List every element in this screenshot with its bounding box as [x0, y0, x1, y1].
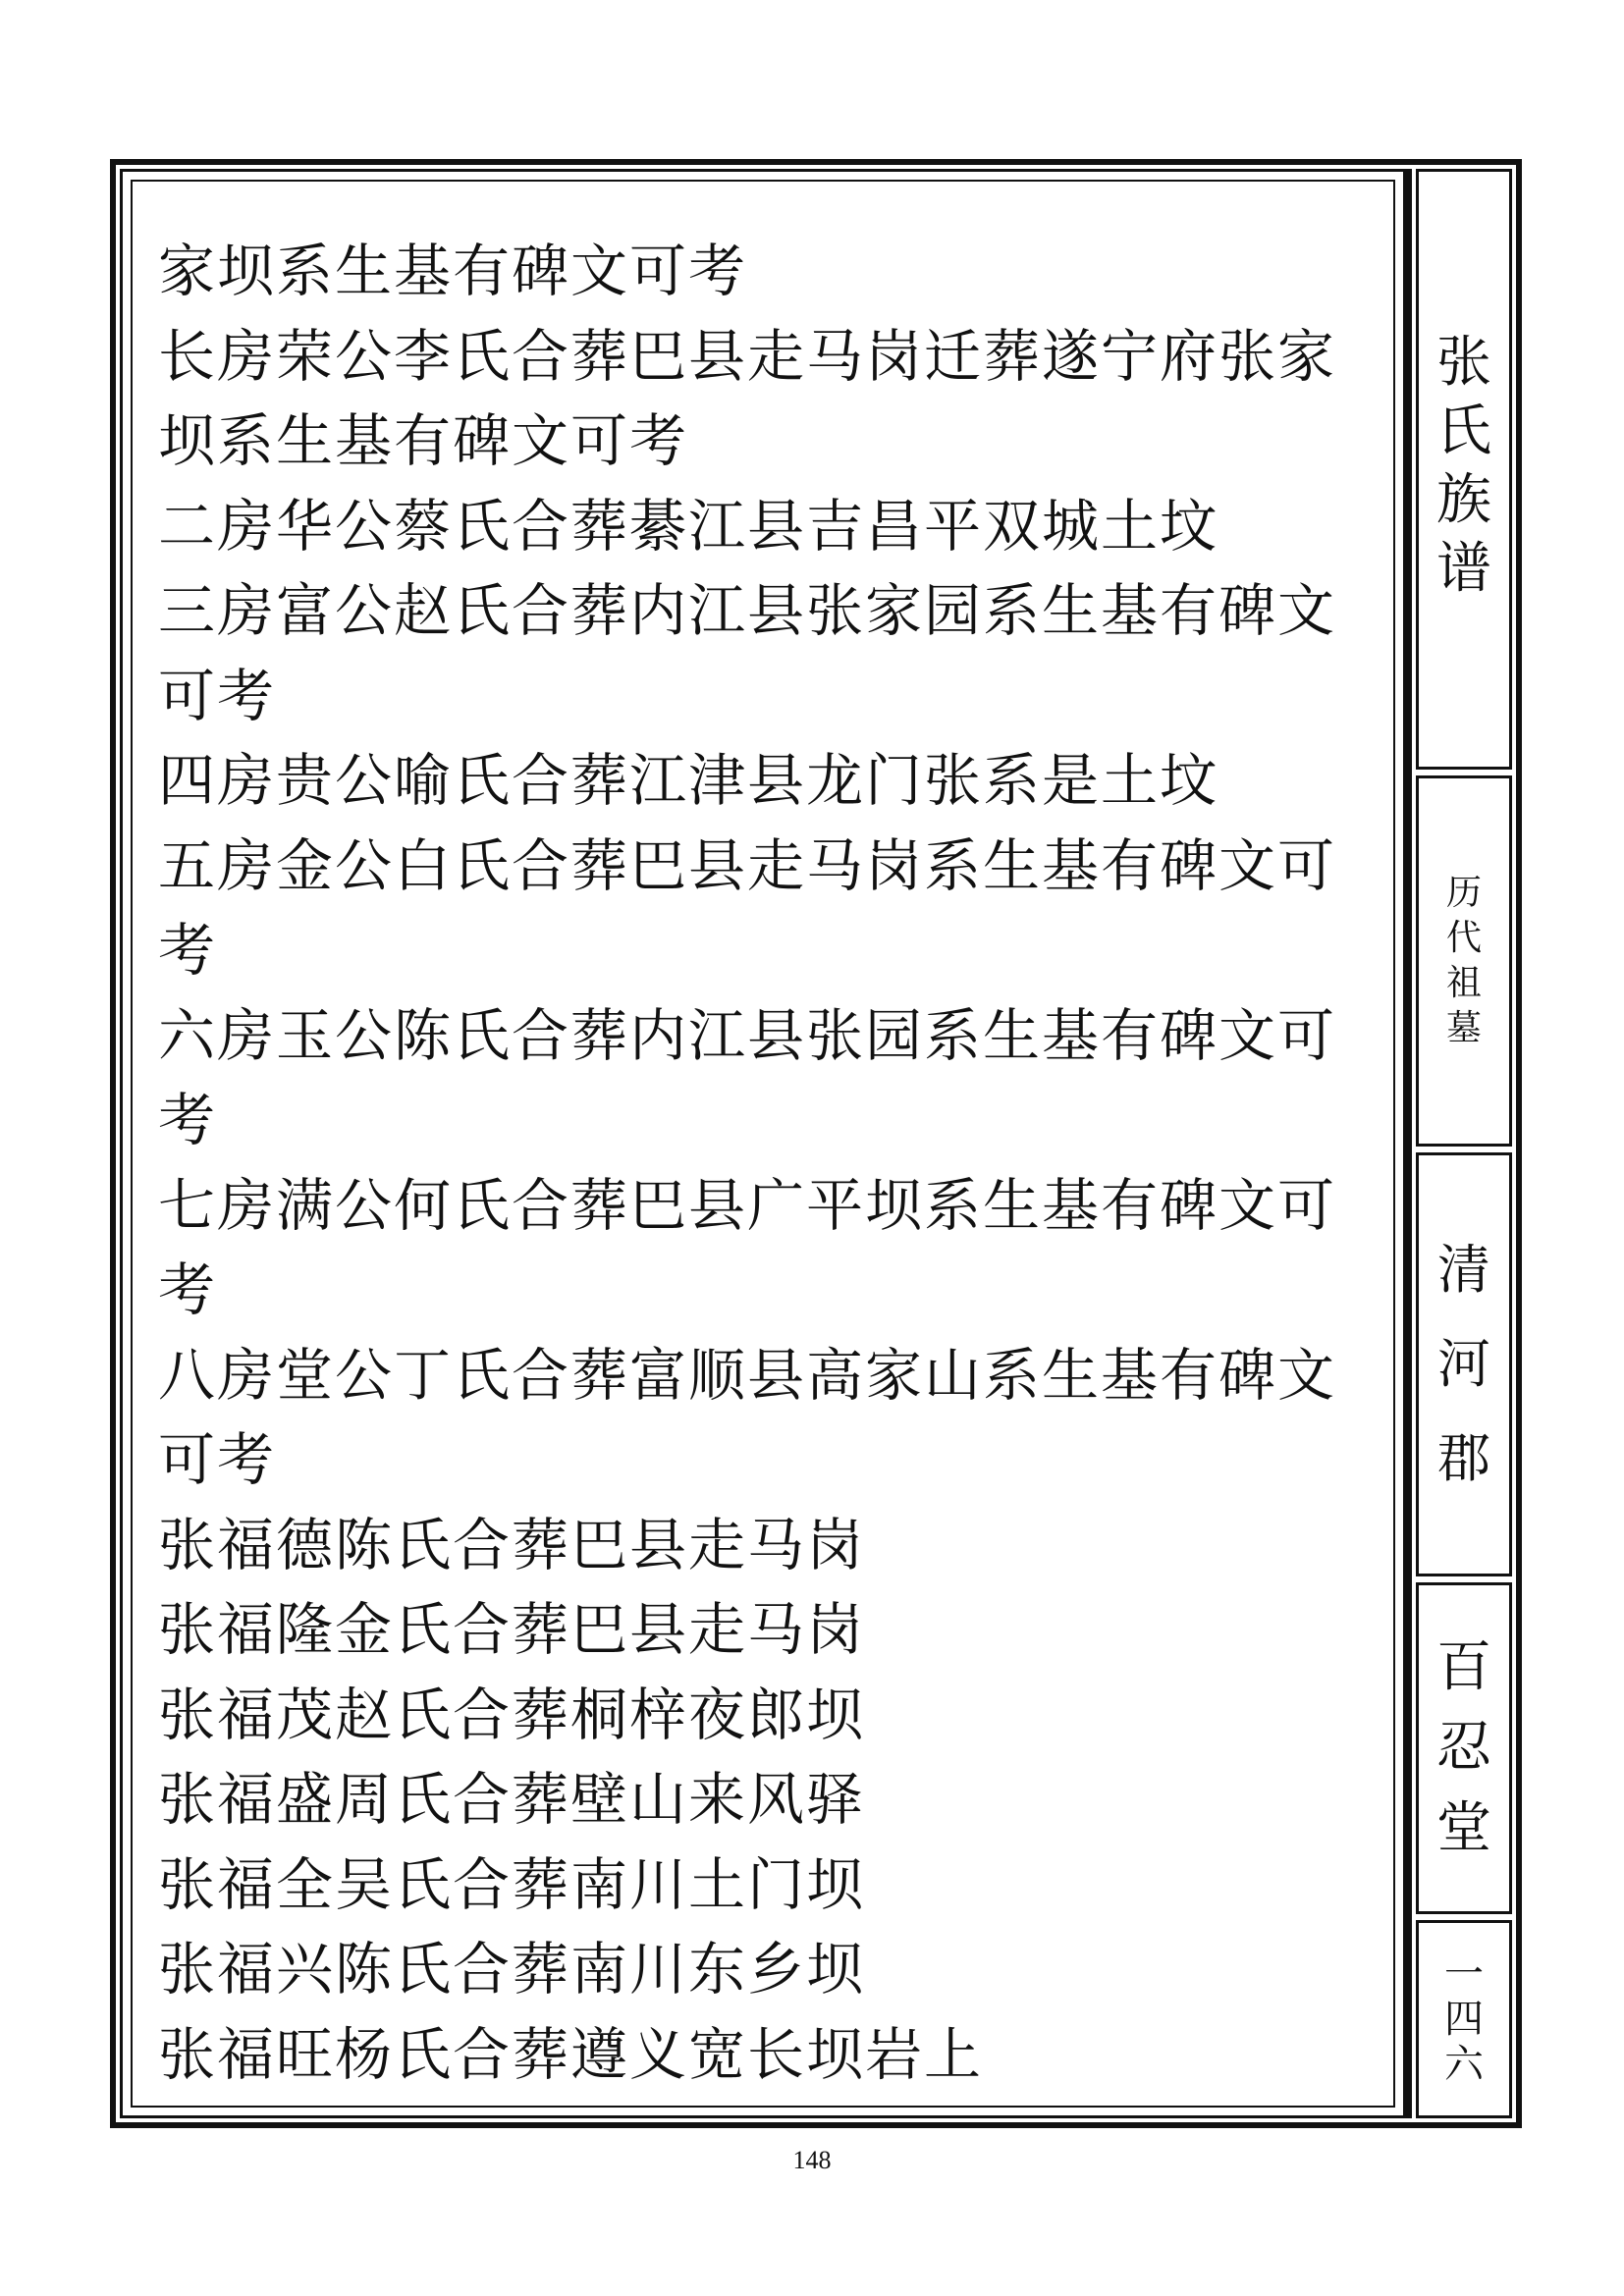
text-line: 张福德陈氏合葬巴县走马岗 — [158, 1511, 866, 1578]
text-line: 考 — [158, 917, 218, 984]
text-line: 张福兴陈氏合葬南川东乡坝 — [158, 1936, 866, 2002]
folio-number-char: 六 — [1444, 2042, 1484, 2087]
text-line: 六房玉公陈氏合葬内江县张园系生基有碑文可 — [158, 1001, 1337, 1069]
text-line: 张福全吴氏合葬南川土门坝 — [158, 1850, 866, 1918]
commandery-char: 郡 — [1437, 1427, 1490, 1489]
section-title-char: 祖 — [1445, 963, 1482, 1003]
text-line: 长房荣公李氏合葬巴县走马岗迁葬遂宁府张家 — [158, 322, 1337, 390]
commandery-box — [1416, 1152, 1512, 1576]
folio-number-char: 四 — [1444, 1997, 1484, 2042]
text-line: 三房富公赵氏合葬内江县张家园系生基有碑文 — [158, 577, 1337, 644]
text-line: 家坝系生基有碑文可考 — [158, 238, 748, 304]
folio-number-box — [1416, 1920, 1512, 2118]
text-line: 考 — [158, 1256, 218, 1323]
hall-name-char: 堂 — [1436, 1796, 1491, 1860]
genealogy-lines — [158, 229, 1385, 2097]
text-line: 可考 — [158, 662, 277, 729]
main-text-panel — [120, 169, 1406, 2118]
book-title-char: 谱 — [1436, 537, 1491, 601]
text-line: 八房堂公丁氏合葬富顺县高家山系生基有碑文 — [158, 1341, 1337, 1409]
text-line: 坝系生基有碑文可考 — [158, 407, 689, 474]
book-title-char: 族 — [1436, 468, 1491, 532]
hall-name-box — [1416, 1582, 1512, 1914]
section-title-char: 历 — [1445, 873, 1482, 913]
section-title-char: 墓 — [1445, 1008, 1482, 1048]
hall-name-char: 忍 — [1436, 1716, 1491, 1780]
book-title-char: 氏 — [1436, 400, 1491, 463]
text-line: 张福旺杨氏合葬遵义宽长坝岩上 — [158, 2020, 984, 2088]
side-column — [1406, 169, 1512, 2118]
hall-name-char: 百 — [1436, 1635, 1491, 1699]
book-title-box — [1416, 169, 1512, 770]
book-title-char: 张 — [1436, 331, 1491, 395]
commandery-char: 清 — [1437, 1239, 1490, 1301]
folio-number-char: 一 — [1444, 1951, 1484, 1997]
text-line: 二房华公蔡氏合葬綦江县吉昌平双城土坟 — [158, 492, 1219, 560]
section-title-box — [1416, 775, 1512, 1147]
page-number: 148 — [792, 2146, 832, 2174]
section-title-char: 代 — [1445, 918, 1482, 958]
text-line: 五房金公白氏合葬巴县走马岗系生基有碑文可 — [158, 831, 1337, 899]
main-text-panel-inner — [131, 180, 1395, 2108]
text-line: 考 — [158, 1087, 218, 1153]
text-line: 可考 — [158, 1426, 277, 1493]
text-line: 四房贵公喻氏合葬江津县龙门张系是土坟 — [158, 747, 1219, 814]
commandery-char: 河 — [1437, 1333, 1490, 1395]
text-line: 张福盛周氏合葬壁山来风驿 — [158, 1766, 866, 1833]
text-line: 七房满公何氏合葬巴县广平坝系生基有碑文可 — [158, 1171, 1337, 1239]
text-line: 张福隆金氏合葬巴县走马岗 — [158, 1596, 866, 1663]
text-line: 张福茂赵氏合葬桐梓夜郎坝 — [158, 1681, 866, 1748]
